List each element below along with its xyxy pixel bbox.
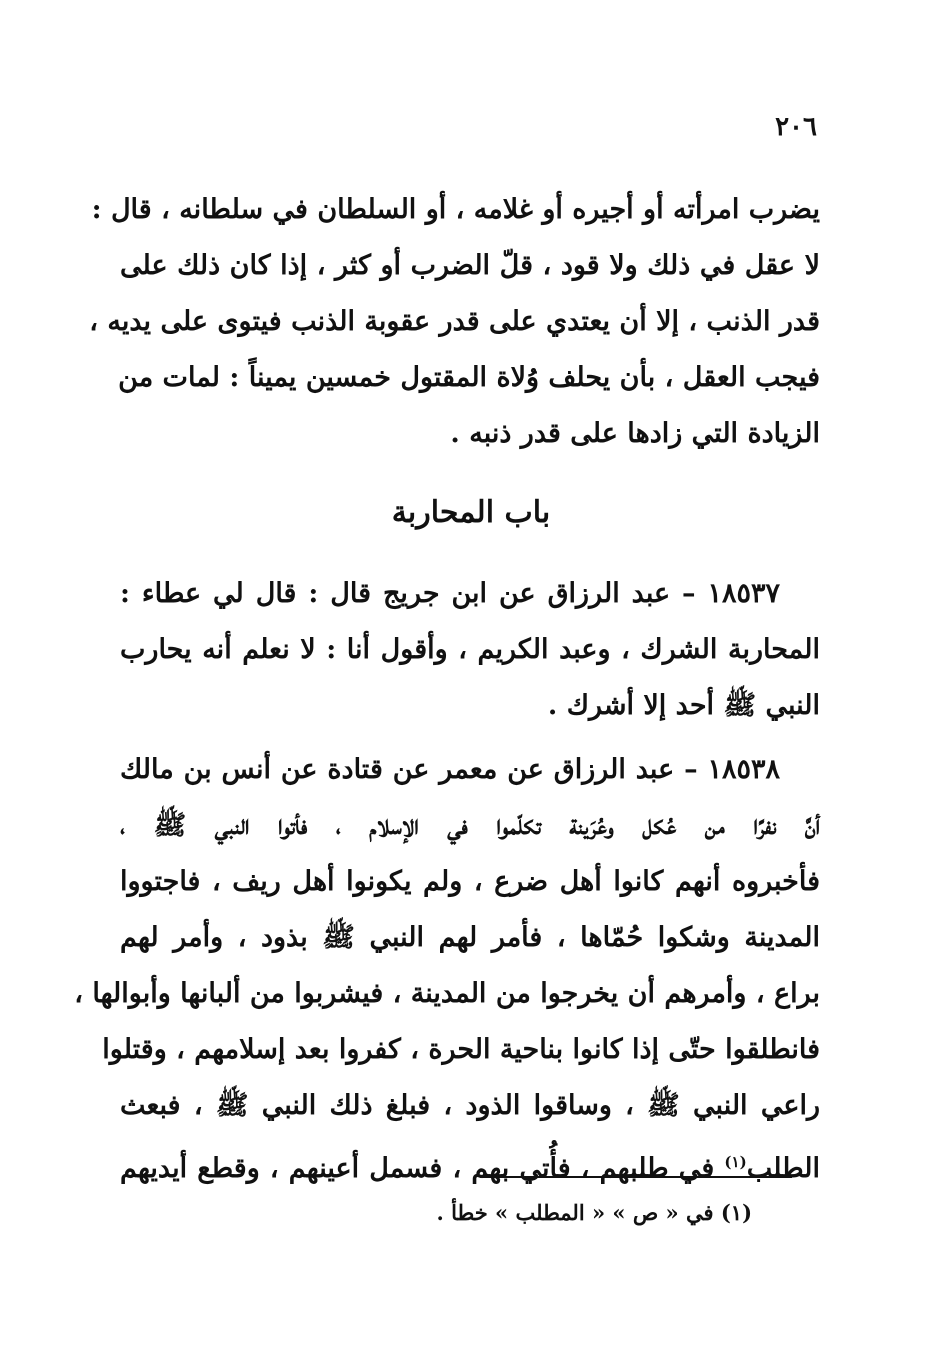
text-line: أنَّ نفرًا من عُكل وعُرَينة تكلّموا في الإسلام ، فأتوا النبي ﷺ ، [120,810,820,841]
footnote-divider [480,1176,792,1178]
footnote-marker: (١) [724,1153,747,1171]
text-line: قدر الذنب ، إلا أن يعتدي على قدر عقوبة الذنب فيتوى على يديه ، [89,306,820,337]
text-line: لا عقل في ذلك ولا قود ، قلّ الضرب أو كثر ، إذا كان ذلك على [120,250,820,281]
text-line: النبي ﷺ أحد إلا أشرك . [547,690,820,721]
text-line [120,1134,820,1190]
text-line: ١٨٥٣٨ – عبد الرزاق عن معمر عن قتادة عن أنس بن مالك [120,754,780,785]
section-heading: باب المحاربة [391,495,551,530]
text-line: المحاربة الشرك ، وعبد الكريم ، وأقول أنا : لا نعلم أنه يحارب [120,634,820,665]
text-line: فأخبروه أنهم كانوا أهل ضرع ، ولم يكونوا أهل ريف ، فاجتووا [120,866,820,897]
text-line: المدينة وشكوا حُمّاها ، فأمر لهم النبي ﷺ بذود ، وأمر لهم [120,922,820,953]
text-line: فانطلقوا حتّى إذا كانوا بناحية الحرة ، كفروا بعد إسلامهم ، وقتلوا [102,1034,820,1065]
text-line: الزيادة التي زادها على قدر ذنبه . [450,418,820,449]
footnote: (١) في « ص » « المطلب » خطأ . [436,1200,752,1225]
text-line: براع ، وأمرهم أن يخرجوا من المدينة ، فيشربوا من ألبانها وأبوالها ، [74,978,820,1009]
intro-paragraph [89,182,820,462]
text-line: فيجب العقل ، بأن يحلف وُلاة المقتول خمسين يميناً : لمات من [118,362,820,393]
text-line: راعي النبي ﷺ ، وساقوا الذود ، فبلغ ذلك النبي ﷺ ، فبعث [120,1090,820,1121]
hadith-paragraph-18538 [74,742,821,1190]
text-fragment: في طلبهم ، فأُتي بهم ، فسمل أعينهم ، وقطع أيديهم [120,1153,715,1184]
text-line: ١٨٥٣٧ – عبد الرزاق عن ابن جريج قال : قال لي عطاء : [120,578,780,609]
text-line: يضرب امرأته أو أجيره أو غلامه ، أو السلطان في سلطانه ، قال : [91,194,820,225]
hadith-paragraph-18537 [120,566,820,734]
page-number: ٢٠٦ [775,112,817,142]
text-fragment: الطلب [746,1153,821,1184]
